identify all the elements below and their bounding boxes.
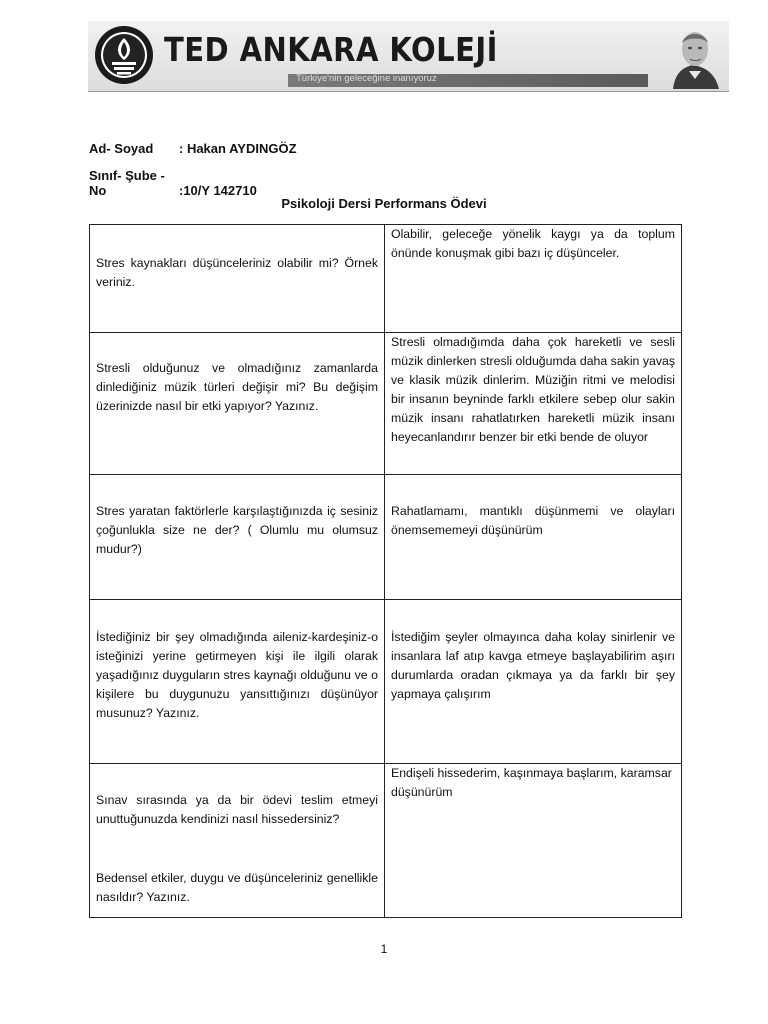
question-cell (90, 475, 385, 600)
tagline-bar (288, 74, 648, 87)
table-row (90, 333, 682, 475)
table-row (90, 600, 682, 764)
name-label: Ad- Soyad (89, 141, 154, 156)
question-cell (90, 333, 385, 475)
page-title: Psikoloji Dersi Performans Ödevi (281, 196, 487, 211)
page-number: 1 (380, 942, 388, 956)
table-row (90, 225, 682, 333)
question-cell (90, 600, 385, 764)
table-row (90, 475, 682, 600)
school-logo-icon (94, 24, 154, 86)
answer-text: Rahatlamamı, mantıklı düşünmemi ve olayları önemsememeyi düşünürüm (391, 504, 675, 537)
question-text: Stres yaratan faktörlerle karşılaştığınızda iç sesiniz çoğunlukla size ne der? ( Olumlu mu olumsuz mudur?) (96, 504, 378, 556)
question-cell (90, 225, 385, 333)
answer-text: Endişeli hissederim, kaşınmaya başlarım, karamsar düşünürüm (391, 766, 672, 799)
answer-cell (385, 475, 682, 600)
question-text: Sınav sırasında ya da bir ödevi teslim etmeyi unuttuğunuzda kendinizi nasıl hissedersiniz? (96, 793, 378, 826)
name-value: : Hakan AYDINGÖZ (179, 141, 297, 156)
question-text: Stres kaynakları düşünceleriniz olabilir mi? Örnek veriniz. (96, 256, 378, 289)
school-tagline: Türkiye'nin geleceğine inanıyoruz (296, 73, 437, 84)
student-class-row (89, 168, 257, 198)
answer-cell (385, 333, 682, 475)
class-value: :10/Y 142710 (179, 183, 257, 198)
question-text: İstediğiniz bir şey olmadığında aileniz-kardeşiniz-o isteğinizi yerine getirmeyen kişi ile ilgili olarak yaşadığınız duyguların stres kaynağı olduğunu ve o kişilere bu duygunuzu yansıttığınızı düşünüyor musunuz? Yazınız. (96, 630, 378, 720)
answer-cell (385, 225, 682, 333)
portrait-icon (659, 23, 729, 89)
answer-cell (385, 600, 682, 764)
answer-text: İstediğim şeyler olmayınca daha kolay sinirlenir ve insanlara laf atıp kavga etmeye başlayabilirim aşırı durumlarda oradan çıkmaya ya da farklı bir şey yapmaya çalışırım (391, 630, 675, 701)
question-answer-table (89, 224, 682, 918)
question-cell (90, 764, 385, 918)
student-name-row (89, 141, 297, 156)
answer-text: Stresli olmadığımda daha çok hareketli ve sesli müzik dinlerken stresli olduğumda daha sakin yavaş ve klasik müzik dinlerim. Müziğin ritmi ve melodisi bir insanın beyninde farklı etkilere sebep olur sakin müzik insanı rahatlatırken hareketli müzik insanı heyecanlandırır benzer bir etki bende de oluyor (391, 335, 675, 444)
answer-text: Olabilir, geleceğe yönelik kaygı ya da toplum önünde konuşmak gibi bazı iç düşünceler. (391, 227, 675, 260)
class-label: Sınıf- Şube -No (89, 168, 165, 198)
school-name: TED ANKARA KOLEJİ (164, 30, 498, 69)
school-header (88, 21, 729, 92)
table-row (90, 764, 682, 918)
question-text-secondary: Bedensel etkiler, duygu ve düşünceleriniz genellikle nasıldır? Yazınız. (96, 871, 378, 904)
answer-cell (385, 764, 682, 918)
question-text: Stresli olduğunuz ve olmadığınız zamanlarda dinlediğiniz müzik türleri değişir mi? Bu değişim üzerinizde nasıl bir etki yapıyor? Yazınız. (96, 361, 378, 413)
